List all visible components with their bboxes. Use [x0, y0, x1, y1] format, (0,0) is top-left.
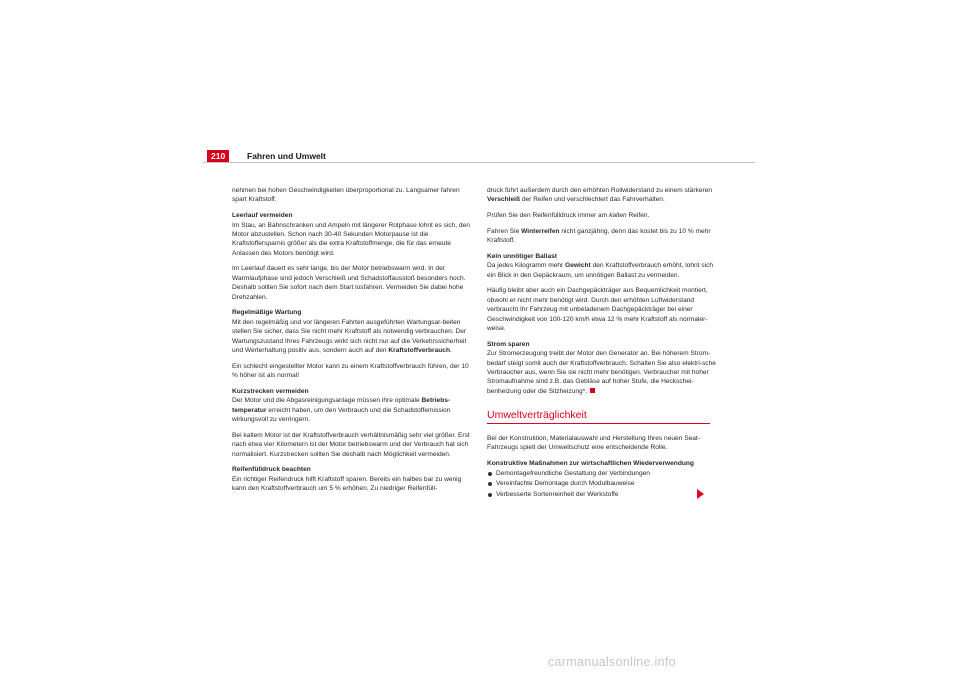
paragraph: druck führt außerdem durch den erhöhten Rollwiderstand zu einem stärkeren Verschleiß der Reifen und verschlechtert das Fahrverhalten. [487, 187, 713, 204]
paragraph: Bei kaltem Motor ist der Kraftstoffverbrauch verhältnismäßig sehr viel größer. Erst nach etwa vier Kilometern ist der Motor betriebswarm und der Verbrauch hat sich normalisiert. Kurzstrecken sollten Sie deshalb nach Möglichkeit vermeiden. [232, 431, 470, 458]
paragraph: nehmen bei hohen Geschwindigkeiten überproportional zu. Langsamer fahren spart Kraftstoff. [232, 187, 460, 204]
right-column-bottom [487, 434, 716, 501]
chapter-title: Fahren und Umwelt [247, 151, 326, 161]
subheading-reifen: Reifenfülldruck beachten [232, 466, 311, 474]
continue-arrow-icon [697, 489, 704, 499]
bold-term: Gewicht [565, 262, 591, 270]
subheading-strom: Strom sparen [487, 340, 530, 348]
paragraph: Prüfen Sie den Reifenfülldruck immer am kalten Reifen. [487, 212, 650, 220]
paragraph: Fahren Sie Winterreifen nicht ganzjährig, denn das kostet bis zu 10 % mehr Kraftstoff. [487, 227, 711, 245]
section-end-icon [590, 388, 595, 393]
paragraph: Ein schlecht eingestellter Motor kann zu einem Kraftstoffverbrauch führen, der 10 % höher ist als normal! [232, 362, 469, 380]
paragraph: Häufig bleibt aber auch ein Dachgepäckträger aus Bequemlichkeit montiert, obwohl er nicht mehr benötigt wird. Durch den erhöhten Luftwiderstand verbraucht Ihr Fahrzeug mit unbeladenem Dachgepäckträger bei einer Geschwindigkeit von 100-120 km/h etwa 12 % mehr Kraftstoff als normaler-weise. [487, 287, 708, 333]
italic-term: kalten [609, 212, 627, 220]
paragraph: Mit den regelmäßig und vor längeren Fahrten ausgeführten Wartungsar-beiten stellen Sie sicher, dass Sie nicht mehr Kraftstoff als notwendig verbrauchen. Der Wartungszustand Ihres Fahrzeugs wirkt sich nicht nur auf die Verkehrssicherheit und Werterhaltung positiv aus, sondern auch auf den Kraftstoffverbrauch. [232, 318, 467, 354]
page-number: 210 [207, 150, 229, 162]
paragraph: Da jedes Kilogramm mehr Gewicht den Kraftstoffverbrauch erhöht, lohnt sich ein Blick in den Gepäckraum, um unnötigen Ballast zu vermeiden. [487, 262, 714, 279]
bold-term: Kraftstoffverbrauch [388, 346, 450, 354]
paragraph: Ein richtiger Reifendruck hilft Kraftstoff sparen. Bereits ein halbes bar zu wenig kann den Kraftstoffverbrauch um 5 % erhöhen. Zu niedriger Reifenfüll- [232, 475, 462, 493]
section-title: Umweltverträglichkeit [487, 409, 710, 424]
paragraph: Im Leerlauf dauert es sehr lange, bis der Motor betriebswarm wird. In der Warmlaufphase sind jedoch Verschleiß und Schadstoffausstoß besonders hoch. Deshalb sollten Sie sofort nach dem Start losfahren. Vermeiden Sie dabei hohe Drehzahlen. [232, 265, 466, 301]
bold-term: Betriebs-temperatur [232, 397, 451, 414]
watermark: carmanualsonline.info [548, 655, 676, 669]
paragraph: Im Stau, an Bahnschranken und Ampeln mit längerer Rotphase lohnt es sich, den Motor abzustellen. Schon nach 30-40 Sekunden Motorpause ist die Kraftstoffersparnis größer als die extra Kraftstoffmenge, die für das erneute Anlassen des Motors benötigt wird. [232, 221, 470, 257]
subheading-kurzstrecken: Kurzstrecken vermeiden [232, 387, 309, 395]
bold-term: Winterreifen [521, 227, 560, 235]
bullet-list [487, 469, 716, 500]
paragraph: Der Motor und die Abgasreinigungsanlage müssen ihre optimale Betriebs-temperatur erreicht haben, um den Verbrauch und die Schadstoffemission wirkungsvoll zu verringern. [232, 397, 451, 424]
right-column-top [487, 186, 716, 403]
bold-term: Verschleiß [487, 196, 520, 204]
list-item: Vereinfachte Demontage durch Modulbauweise [487, 479, 716, 488]
list-item: Verbesserte Sortenreinheit der Werkstoffe [487, 490, 716, 499]
subheading-konstruktiv: Konstruktive Maßnahmen zur wirtschaftlichen Wiederverwendung [487, 460, 694, 468]
paragraph: Bei der Konstruktion, Materialauswahl und Herstellung Ihres neuen Seat-Fahrzeugs spielt der Umweltschutz eine entscheidende Rolle. [487, 435, 700, 452]
paragraph: Zur Stromerzeugung treibt der Motor den Generator an. Bei höherem Strom-bedarf steigt somit auch der Kraftstoffverbrauch. Schalten Sie also elektri-sche Verbraucher aus, wenn Sie sie nicht mehr benötigen. Verbraucher mit hoher Stromaufnahme sind z.B. das Gebläse auf hoher Stufe, die Heckschei-benheizung oder die Sitzheizung*. [487, 350, 716, 395]
list-item: Demontagefreundliche Gestaltung der Verbindungen [487, 469, 716, 478]
left-column [232, 186, 476, 500]
subheading-wartung: Regelmäßige Wartung [232, 309, 302, 317]
subheading-ballast: Kein unnötiger Ballast [487, 252, 557, 260]
subheading-leerlauf: Leerlauf vermeiden [232, 212, 293, 220]
